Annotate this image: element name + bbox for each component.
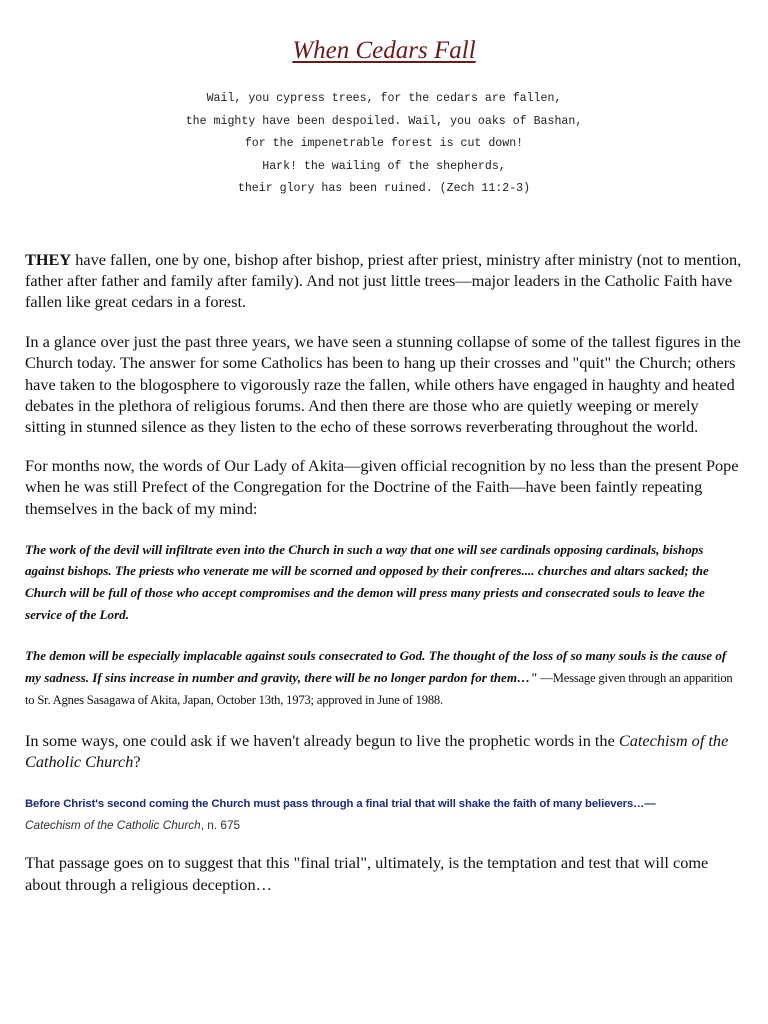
catechism-attribution-title: Catechism of the Catholic Church [25, 818, 201, 833]
akita-quote-1: The work of the devil will infiltrate even into the Church in such a way that one will see cardinals opposing cardinals, bishops against bishops. The priests who venerate me will be scorned and opposed by their confreres.... churches and altars sacked; the Church will be full of those who accept compromises and the demon will press many priests and consecrated souls to leave the service of the Lord. [25, 541, 709, 622]
paragraph-akita-intro: For months now, the words of Our Lady of Akita—given official recognition by no less than the present Pope when he was still Prefect of the Congregation for the Doctrine of the Faith—have been faintly repeating themselves in the back of my mind: [25, 456, 739, 518]
paragraph-collapse: In a glance over just the past three years, we have seen a stunning collapse of some of the tallest figures in the Church today. The answer for some Catholics has been to hang up their crosses and "quit" the Church; others have taken to the blogosphere to vigorously raze the fallen, while others have engaged in haughty and heated debates in the plethora of religious forums. And then there are those who are quietly weeping or merely sitting in stunned silence as they listen to the echo of these sorrows reverberating throughout the world. [25, 332, 741, 436]
epigraph-line: Hark! the wailing of the shepherds, [262, 159, 506, 173]
paragraph-catechism-question [25, 730, 743, 772]
akita-quote-2-text: The demon will be especially implacable against souls consecrated to God. The thought of the loss of so many souls is the cause of my sadness. If sins increase in number and gravity, there will be no longer pardon for them…" [25, 648, 727, 685]
epigraph [25, 88, 743, 201]
document-page [25, 0, 743, 895]
catechism-title: Catechism of the Catholic Church [25, 730, 729, 772]
akita-quote-2 [25, 645, 743, 712]
epigraph-line: the mighty have been despoiled. Wail, you oaks of Bashan, [185, 114, 583, 128]
catechism-quote: Before Christ's second coming the Church must pass through a final trial that will shake the faith of many believers…— [25, 798, 656, 811]
paragraph-final-trial: That passage goes on to suggest that this "final trial", ultimately, is the temptation and test that will come about through a religious deception… [25, 853, 709, 894]
paragraph-text: In some ways, one could ask if we haven't already begun to live the prophetic words in the [25, 730, 619, 750]
paragraph-text: have fallen, one by one, bishop after bishop, priest after priest, ministry after ministry (not to mention, father after father and family after family). And not just little trees—major leaders in the Catholic Faith have fallen like great cedars in a forest. [25, 249, 742, 311]
epigraph-line: Wail, you cypress trees, for the cedars are fallen, [206, 92, 562, 105]
paragraph-end: ? [133, 752, 141, 772]
epigraph-line: for the impenetrable forest is cut down! [244, 137, 524, 150]
paragraph-intro [25, 249, 743, 313]
catechism-attribution [25, 815, 743, 835]
epigraph-line: their glory has been ruined. (Zech 11:2-3) [237, 182, 531, 195]
page-title: When Cedars Fall [292, 37, 476, 64]
catechism-attribution-ref: , n. 675 [200, 818, 241, 833]
paragraph-lead-word: THEY [25, 249, 72, 269]
akita-attribution: —Message given through an apparition to Sr. Agnes Sasagawa of Akita, Japan, October 13th, 1973; approved in June of 1988. [25, 670, 733, 708]
